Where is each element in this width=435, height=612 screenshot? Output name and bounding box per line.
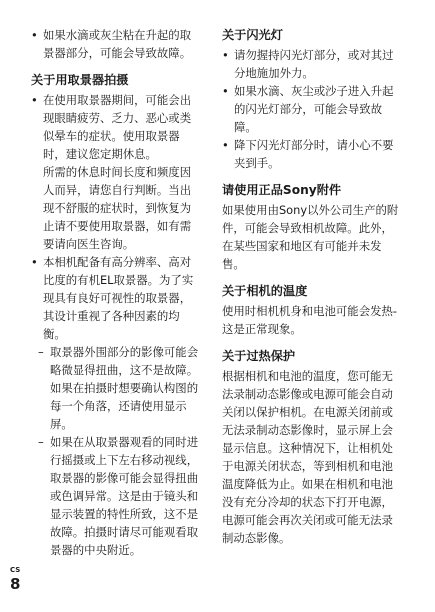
flash-bullet-1: • 请勿握持闪光灯部分，或对其过分地施加外力。 xyxy=(222,46,400,82)
intro-bullet: • 如果水滴或灰尘粘在升起的取景器部分，可能会导致故障。 xyxy=(31,26,202,62)
flash-bullet-2: • 如果水滴、灰尘或沙子进入升起的闪光灯部分，可能会导致故障。 xyxy=(222,82,400,136)
viewfinder-bullet-1: • 在使用取景器期间，可能会出现眼睛疲劳、乏力、恶心或类似晕车的症状。使用取景器时，建议您定期休息。 xyxy=(31,91,202,163)
section-title-overheat: 关于过热保护 xyxy=(222,349,296,363)
left-column xyxy=(31,26,202,559)
section-title-flash: 关于闪光灯 xyxy=(222,28,283,42)
viewfinder-bullet-1-continued: 所需的休息时间长度和频度因人而异，请您自行判断。当出现不舒服的症状时，到恢复为止请不要使用取景器，如有需要请向医生咨询。 xyxy=(43,165,192,251)
page-number: 8 xyxy=(10,575,21,593)
flash-bullet-3: • 降下闪光灯部分时，请小心不要夹到手。 xyxy=(222,136,400,172)
section-title-temperature: 关于相机的温度 xyxy=(222,284,308,298)
overheat-text: 根据相机和电池的温度，您可能无法录制动态影像或电源可能会自动关闭以保护相机。在电源关闭前或无法录制动态影像时，显示屏上会显示信息。这种情况下，让相机处于电源关闭状态，等到相机和电池温度降低为止。如果在相机和电池没有充分冷却的状态下打开电源，电源可能会再次关闭或可能无法录制动态影像。 xyxy=(222,369,393,545)
language-code: CS xyxy=(10,566,21,574)
right-column xyxy=(222,26,400,547)
genuine-accessories-text: 如果使用由Sony以外公司生产的附件，可能会导致相机故障。此外，在某些国家和地区有可能并未发售。 xyxy=(222,203,399,271)
section-title-genuine-accessories: 请使用正品Sony附件 xyxy=(222,183,342,197)
viewfinder-dash-2: – 如果在从取景器观看的同时进行摇摄或上下左右移动视线，取景器的影像可能会显得扭曲或色调异常。这是由于镜头和显示装置的特性所致，这不是故障。拍摄时请尽可能观看取景器的中央附近。 xyxy=(31,433,202,559)
temperature-text: 使用时相机机身和电池可能会发热-这是正常现象。 xyxy=(222,304,397,336)
section-title-viewfinder: 关于用取景器拍摄 xyxy=(31,73,129,87)
page-footer xyxy=(10,566,20,592)
viewfinder-bullet-2: • 本相机配备有高分辨率、高对比度的有机EL取景器。为了实现具有良好可视性的取景器，其设计重视了各种因素的均衡。 xyxy=(31,253,202,343)
viewfinder-dash-1: – 取景器外围部分的影像可能会略微显得扭曲，这不是故障。如果在拍摄时想要确认构图的每一个角落，还请使用显示屏。 xyxy=(31,343,202,433)
